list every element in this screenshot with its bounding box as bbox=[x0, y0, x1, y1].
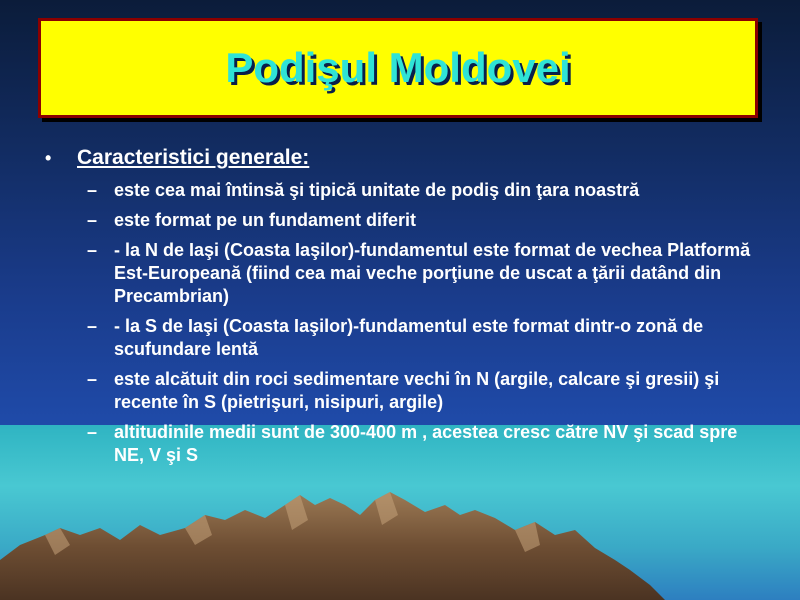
list-item-text: - la S de Iaşi (Coasta Iaşilor)-fundamentul este format dintr-o zonă de scufundare lentă bbox=[114, 316, 704, 359]
section-heading: Caracteristici generale: bbox=[77, 146, 310, 169]
list-item-text: altitudinile medii sunt de 300-400 m , acestea cresc către NV şi scad spre NE, V şi S bbox=[114, 422, 738, 465]
list-item-text: este cea mai întinsă şi tipică unitate de podiş din ţara noastră bbox=[114, 180, 640, 200]
list-item bbox=[45, 421, 760, 467]
list-item bbox=[45, 315, 760, 361]
dash-symbol: – bbox=[87, 180, 98, 200]
dash-symbol: – bbox=[87, 422, 98, 442]
list-item bbox=[45, 239, 760, 308]
title-box bbox=[38, 18, 758, 118]
slide-title: Podişul Moldovei bbox=[225, 44, 571, 91]
dash-symbol: – bbox=[87, 240, 98, 260]
slide-content bbox=[45, 145, 760, 474]
sub-bullet-list bbox=[45, 179, 760, 467]
list-item bbox=[45, 179, 760, 202]
dash-symbol: – bbox=[87, 316, 98, 336]
dash-symbol: – bbox=[87, 369, 98, 389]
list-item-text: este alcătuit din roci sedimentare vechi în N (argile, calcare şi gresii) şi recente în S (pietrişuri, nisipuri, argile) bbox=[114, 369, 720, 412]
list-item-text: este format pe un fundament diferit bbox=[114, 210, 417, 230]
list-item-text: - la N de Iaşi (Coasta Iaşilor)-fundamentul este format de vechea Platformă Est-Europeană (fiind cea mai veche porţiune de uscat a ţării datând din Precambrian) bbox=[114, 240, 751, 306]
mountain-range bbox=[0, 492, 665, 600]
bullet-symbol: • bbox=[45, 148, 52, 168]
main-bullet bbox=[45, 145, 760, 171]
list-item bbox=[45, 209, 760, 232]
dash-symbol: – bbox=[87, 210, 98, 230]
list-item bbox=[45, 368, 760, 414]
